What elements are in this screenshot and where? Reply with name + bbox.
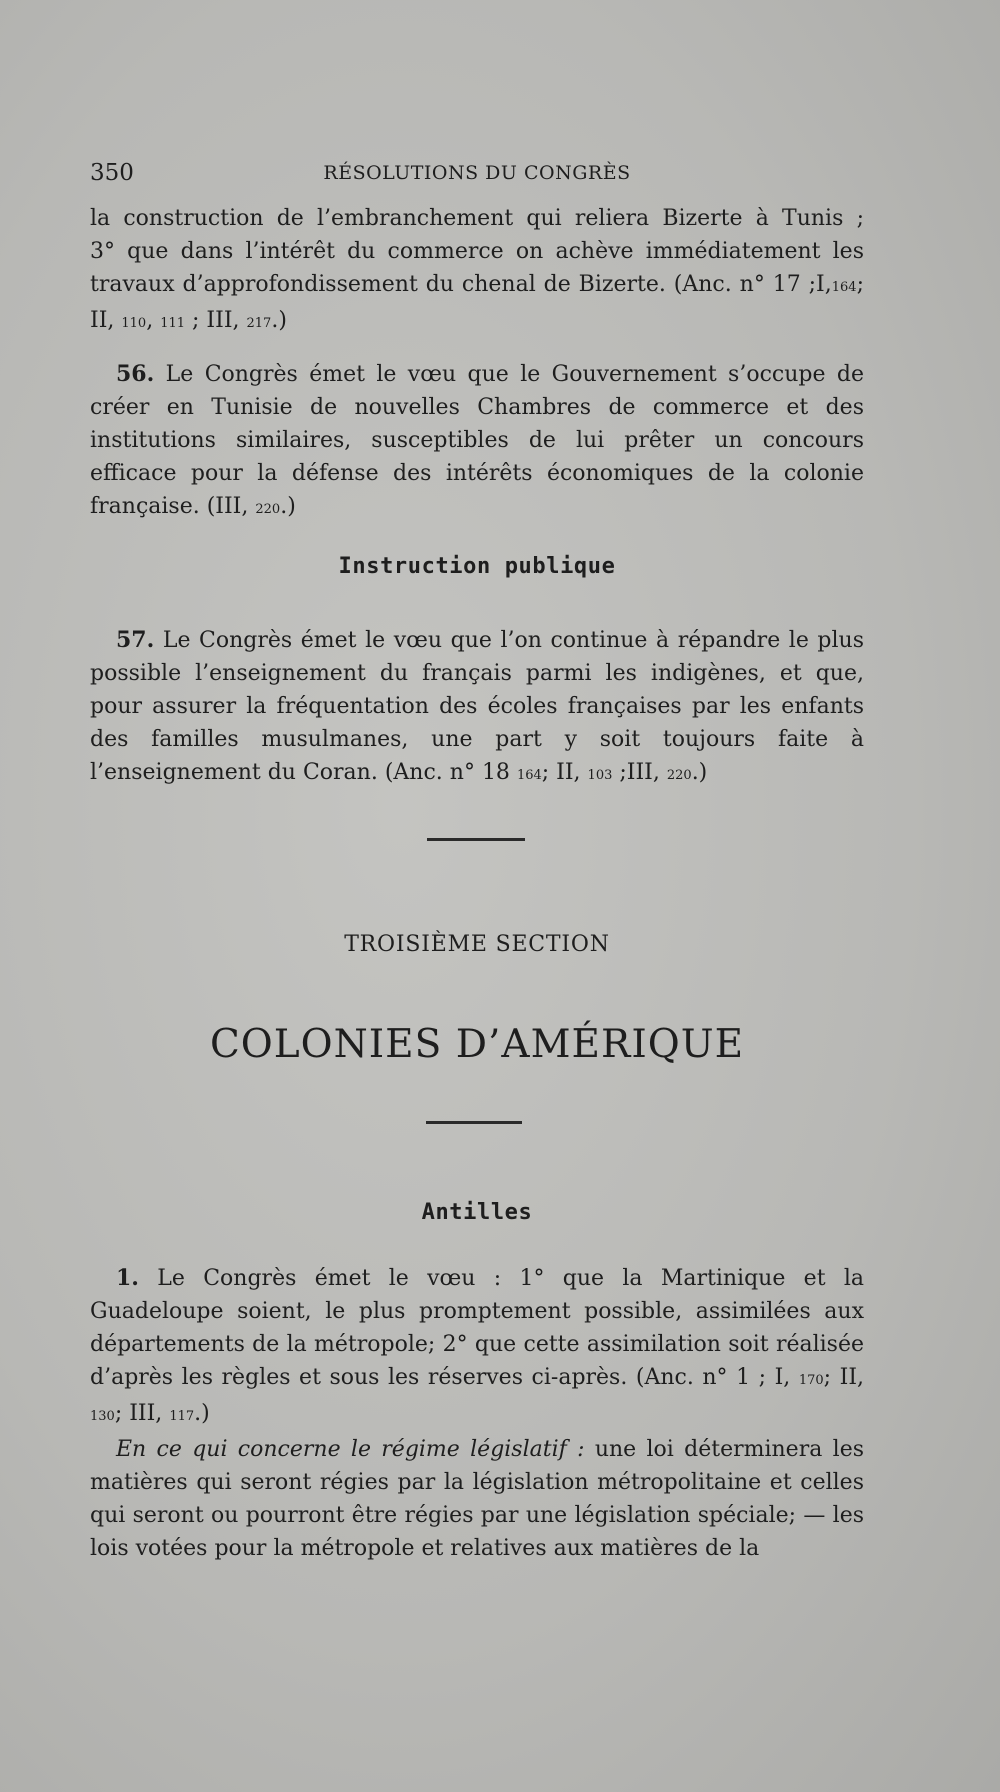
resolution-number: 56. <box>116 361 155 387</box>
paragraph-text: 1. Le Congrès émet le vœu : 1° que la Martinique et la Guadeloupe soient, le plus promptement possible, assimilées aux départements de la métropole; 2° que cette assimilation soit réalisée d’après les règles et sous les réserves ci-après. (Anc. n° 1 ; I, 170; II, 130; III, 117.) <box>90 1265 865 1426</box>
paragraph-1 <box>90 1262 864 1565</box>
paragraph-56 <box>90 358 864 526</box>
text-line: 3° que dans l’intérêt du commerce on achève immédiatement les <box>90 239 864 264</box>
divider-rule <box>427 838 525 841</box>
section-label: TROISIÈME SECTION <box>344 932 610 957</box>
divider-rule <box>426 1121 522 1124</box>
text-line: la construction de l’embranchement qui reliera Bizerte à Tunis ; <box>90 206 864 231</box>
italic-lead: En ce qui concerne le régime législatif : <box>116 1437 585 1462</box>
paragraph-text: 56. Le Congrès émet le vœu que le Gouvernement s’occupe de créer en Tunisie de nouvelles Chambres de commerce et des institutions similaires, susceptibles de lui prêter un concours efficace pour la défense des intérêts économiques de la colonie française. (III, 220.) <box>90 361 864 519</box>
running-title: RÉSOLUTIONS DU CONGRÈS <box>323 162 631 184</box>
resolution-number: 57. <box>116 627 155 653</box>
page-number: 350 <box>90 160 134 186</box>
paragraph-continuation <box>90 202 864 340</box>
text-line: travaux d’approfondissement du chenal de Bizerte. (Anc. n° 17 ;I,164; <box>90 272 864 297</box>
text-line: II, 110, 111 ; III, 217.) <box>90 308 287 333</box>
page-header <box>90 160 864 194</box>
heading-antilles: Antilles <box>421 1200 533 1225</box>
paragraph-text: 57. Le Congrès émet le vœu que l’on continue à répandre le plus possible l’enseignement du français parmi les indigènes, et que, pour assurer la fréquentation des écoles françaises par les enfants des familles musulmanes, une part y soit toujours faite à l’enseignement du Coran. (Anc. n° 18 164; II, 103 ;III, 220.) <box>90 627 864 785</box>
reference-subscript: 164 <box>831 280 857 295</box>
heading-instruction-publique: Instruction publique <box>338 554 616 579</box>
paragraph-57 <box>90 624 864 792</box>
resolution-number: 1. <box>116 1265 139 1291</box>
section-title: COLONIES D’AMÉRIQUE <box>209 1022 745 1067</box>
paragraph-text: En ce qui concerne le régime législatif : une loi déterminera les matières qui seront régies par la législation métropolitaine et celles qui seront ou pourront être régies par une législation spéciale; — les lois votées pour la métropole et relatives aux matières de la <box>90 1437 864 1561</box>
